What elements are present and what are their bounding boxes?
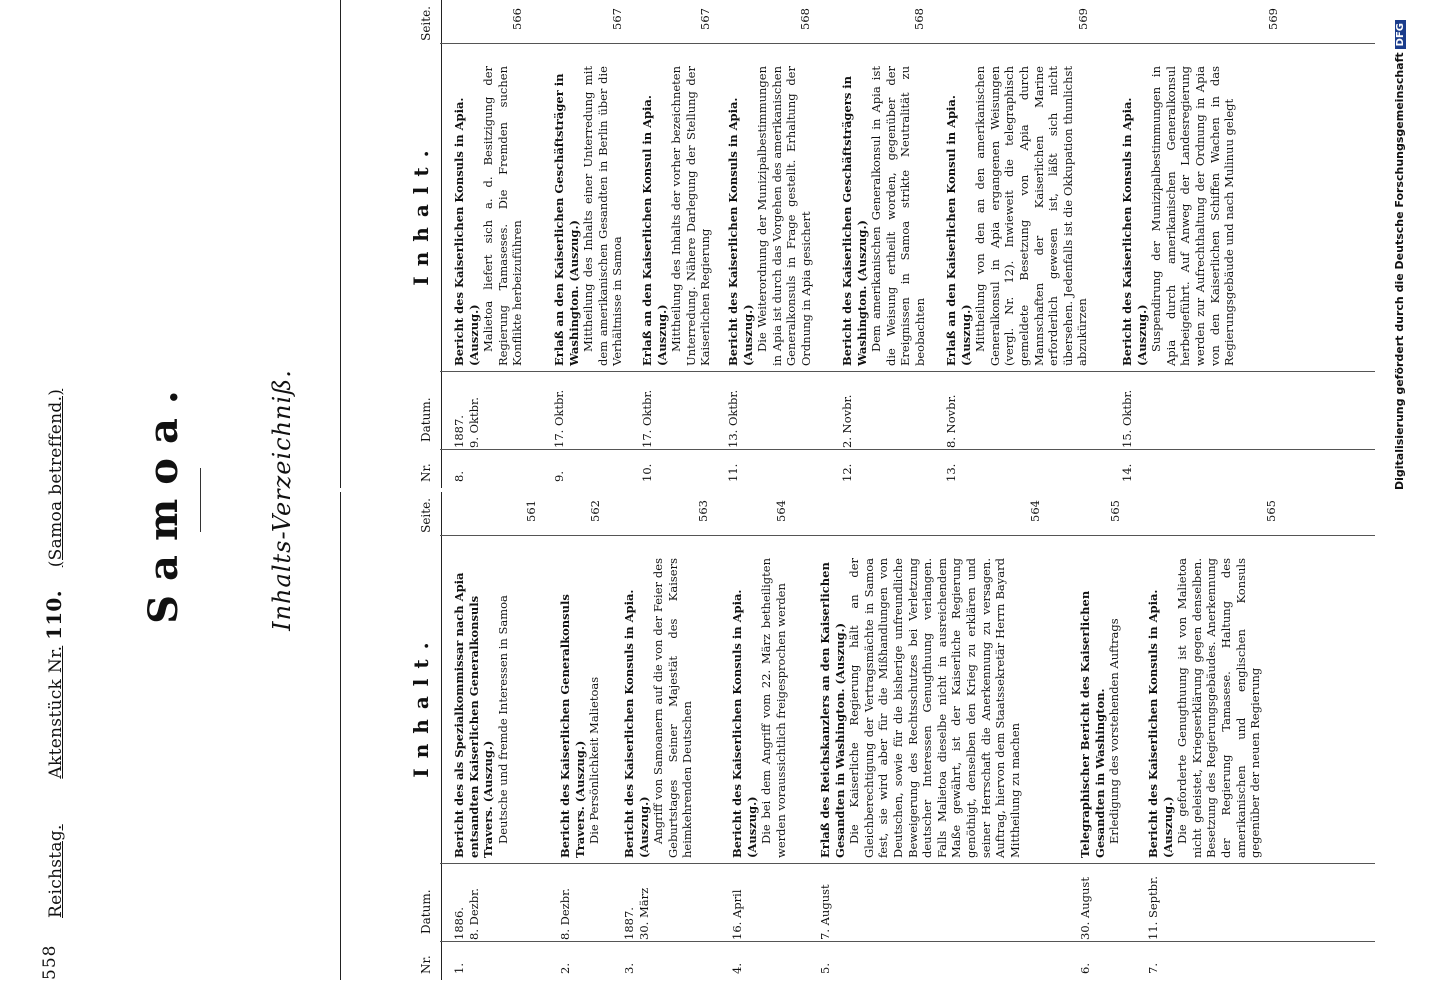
toc-column-right bbox=[340, 0, 1375, 488]
entry-page: 564 bbox=[774, 500, 788, 522]
entry-heading: Bericht des Kaiserlichen Geschäftsträgers in Washington. (Auszug.) bbox=[840, 75, 869, 366]
column-header-inhalt: Inhalt. bbox=[409, 140, 433, 286]
entry-page: 569 bbox=[1266, 8, 1280, 30]
credit-text: Digitalisierung gefördert durch die Deutsche Forschungsgemeinschaft bbox=[1393, 52, 1406, 491]
entry-heading: Bericht des als Spezialkommissar nach Apia entsandten Kaiserlichen Generalkonsuls Travers. (Auszug.) bbox=[452, 572, 496, 858]
title-divider bbox=[200, 468, 201, 532]
header-topic: (Samoa betreffend.) bbox=[46, 388, 66, 568]
entry-heading: Erlaß des Reichskanzlers an den Kaiserlichen Gesandten in Washington. (Auszug.) bbox=[818, 562, 847, 858]
entry-heading: Bericht des Kaiserlichen Konsuls in Apia. (Auszug.) bbox=[622, 589, 651, 858]
page-number: 558 bbox=[40, 944, 60, 980]
entry-page: 568 bbox=[798, 8, 812, 30]
entry-datum: 8. Novbr. bbox=[944, 394, 958, 448]
entry-summary: Die Weiterordnung der Munizipalbestimmungen in Apia ist durch das Vorgehen des amerikanischen Generalkonsuls in Frage gestellt. Erhaltung der Ordnung in Apia gesichert bbox=[755, 66, 813, 366]
column-header-datum: Datum. bbox=[419, 397, 433, 442]
entry-datum: 15. Oktbr. bbox=[1120, 389, 1134, 448]
entry-nr: 9. bbox=[552, 471, 566, 482]
column-header-seite: Seite. bbox=[419, 498, 433, 533]
entry-nr: 4. bbox=[730, 963, 744, 974]
column-header bbox=[340, 0, 442, 488]
entry-page: 564 bbox=[1028, 500, 1042, 522]
entry-heading: Erlaß an den Kaiserlichen Geschäftsträger in Washington. (Auszug.) bbox=[552, 73, 581, 366]
entry-summary: Die geforderte Genugthuung ist von Malietoa nicht geleistet, Kriegserklärung gegen denselben. Besetzung des Regierungsgebäudes. Anerkennung der Regierung Tamasese. Haltung des amerikanischen und englischen Konsuls gegenüber der neuen Regierung bbox=[1175, 558, 1263, 858]
entry-nr: 6. bbox=[1078, 963, 1092, 974]
entry-page: 565 bbox=[1108, 500, 1122, 522]
column-header-datum: Datum. bbox=[419, 889, 433, 934]
entry-heading: Bericht des Kaiserlichen Konsuls in Apia. (Auszug.) bbox=[1146, 589, 1175, 858]
entry-datum: 1887. 9. Oktbr. bbox=[452, 397, 481, 448]
entry-nr: 11. bbox=[726, 463, 740, 482]
entry-datum: 1887. 30. März bbox=[622, 887, 651, 940]
entry-summary: Mittheilung von den an den amerikanischen Generalkonsul in Apia ergangenen Weisungen (vergl. Nr. 12). Inwieweit die telegraphisch gemeldete Besetzung von Apia durch Mannschaften der Kaiserlichen Marine erforderlich gewesen ist, läßt sich nicht übersehen. Jedenfalls ist die Okkupation thunlichst abzukürzen bbox=[973, 66, 1090, 366]
entry-summary: Deutsche und fremde Interessen in Samoa bbox=[495, 595, 510, 844]
entry-nr: 12. bbox=[840, 463, 854, 482]
entry-summary: Die Persönlichkeit Malietoas bbox=[587, 676, 602, 844]
entry-heading: Bericht des Kaiserlichen Konsuls in Apia. (Auszug.) bbox=[1120, 97, 1149, 366]
digitization-credit bbox=[1393, 20, 1406, 980]
column-header-nr: Nr. bbox=[419, 463, 433, 482]
entry-datum: 2. Novbr. bbox=[840, 394, 854, 448]
entry-datum: 17. Oktbr. bbox=[640, 389, 654, 448]
header-aktenstueck: Aktenstück Nr. bbox=[46, 645, 66, 779]
entry-nr: 10. bbox=[640, 463, 654, 482]
header-number: 110. bbox=[42, 590, 66, 640]
entry-page: 569 bbox=[1076, 8, 1090, 30]
entry-datum: 11. Septbr. bbox=[1146, 876, 1160, 940]
entry-summary: Mittheilung des Inhalts der vorher bezeichneten Unterredung. Nähere Darlegung der Stellung der Kaiserlichen Regierung bbox=[669, 66, 713, 366]
entry-datum: 7. August bbox=[818, 884, 832, 940]
entry-summary: Angriff von Samoanern auf die von der Feier des Geburtstages Seiner Majestät des Kaisers heimkehrenden Deutschen bbox=[651, 558, 695, 858]
entry-heading: Telegraphischer Bericht des Kaiserlichen Gesandten in Washington. bbox=[1078, 590, 1107, 858]
entry-page: 562 bbox=[588, 500, 602, 522]
entry-nr: 7. bbox=[1146, 963, 1160, 974]
document-subtitle: Inhalts-Verzeichniß. bbox=[268, 369, 296, 631]
entry-page: 561 bbox=[524, 500, 538, 522]
entry-datum: 13. Oktbr. bbox=[726, 389, 740, 448]
entry-nr: 13. bbox=[944, 463, 958, 482]
entry-summary: Die bei dem Angriff vom 22. März betheiligten werden voraussichtlich freigesprochen werden bbox=[759, 558, 788, 858]
entry-datum: 1886. 8. Dezbr. bbox=[452, 888, 481, 940]
entry-datum: 8. Dezbr. bbox=[558, 888, 572, 940]
entry-nr: 2. bbox=[558, 963, 572, 974]
entry-summary: Mittheilung des Inhalts einer Unterredung mit dem amerikanischen Gesandten in Berlin über die Verhältnisse in Samoa bbox=[581, 66, 625, 366]
column-header-nr: Nr. bbox=[419, 955, 433, 974]
entry-nr: 3. bbox=[622, 963, 636, 974]
document-header bbox=[42, 389, 66, 918]
entry-datum: 17. Oktbr. bbox=[552, 389, 566, 448]
entry-page: 568 bbox=[912, 8, 926, 30]
entry-heading: Erlaß an den Kaiserlichen Konsul in Apia. (Auszug.) bbox=[944, 95, 973, 366]
entry-heading: Bericht des Kaiserlichen Konsuls in Apia. (Auszug.) bbox=[726, 97, 755, 366]
document-title: Samoa. bbox=[140, 376, 187, 624]
entry-page: 567 bbox=[610, 8, 624, 30]
entry-summary: Malietoa liefert sich a. d. Besitzigung der Regierung Tamaseses. Die Fremden suchen Konflikte herbeizuführen bbox=[481, 66, 525, 366]
entry-nr: 8. bbox=[452, 471, 466, 482]
entry-summary: Die Kaiserliche Regierung hält an der Gleichberechtigung der Vertragsmächte in Samoa fest, sie wird aber für die Mißhandlungen von Deutschen, sowie für die bisherige unfreundliche Beweigerung des Rechtsschutzes bei Verletzung deutscher Interessen Genugthuung verlangen. Falls Malietoa dieselbe nicht in ausreichendem Maße gewährt, ist der Kaiserliche Regierung genöthigt, denselben den Krieg zu erklären und seiner Herrschaft die Anerkennung zu versagen. Auftrag, hiervon dem Staatssekretär Herrn Bayard Mittheilung zu machen bbox=[847, 558, 1022, 858]
entry-page: 567 bbox=[698, 8, 712, 30]
entry-nr: 5. bbox=[818, 963, 832, 974]
entry-datum: 16. April bbox=[730, 889, 744, 940]
header-prefix: Reichstag. bbox=[46, 824, 66, 918]
column-header-inhalt: Inhalt. bbox=[409, 632, 433, 778]
column-divider bbox=[440, 941, 1375, 942]
column-divider bbox=[440, 371, 1375, 372]
entry-page: 563 bbox=[696, 500, 710, 522]
entry-heading: Bericht des Kaiserlichen Konsuls in Apia. (Auszug.) bbox=[730, 589, 759, 858]
entry-summary: Suspendirung der Munizipalbestimmungen in Apia durch amerikanischen Generalkonsul herbeigeführt. Auf Anweg der Landesregierung werden zur Aufrechthaltung der Ordnung in Apia von den Kaiserlichen Schiffen Wachen in das Regierungsgebäude und nach Mulinuu gelegt bbox=[1149, 66, 1237, 366]
entry-heading: Bericht des Kaiserlichen Konsuls in Apia. (Auszug.) bbox=[452, 97, 481, 366]
entry-page: 566 bbox=[510, 8, 524, 30]
column-header-seite: Seite. bbox=[419, 6, 433, 41]
column-divider bbox=[440, 535, 1375, 536]
entry-summary: Dem amerikanischen Generalkonsul in Apia ist die Weisung ertheilt worden, gegenüber der Ereignissen in Samoa strikte Neutralität zu beobachten bbox=[869, 66, 927, 366]
entry-datum: 30. August bbox=[1078, 877, 1092, 940]
entry-summary: Erledigung des vorstehenden Auftrags bbox=[1107, 618, 1122, 844]
column-header bbox=[340, 492, 442, 980]
entry-heading: Bericht des Kaiserlichen Generalkonsuls Travers. (Auszug.) bbox=[558, 594, 587, 858]
column-divider bbox=[440, 449, 1375, 450]
toc-column-left bbox=[340, 492, 1375, 980]
dfg-logo: DFG bbox=[1395, 20, 1406, 49]
entry-page: 565 bbox=[1264, 500, 1278, 522]
entry-nr: 1. bbox=[452, 963, 466, 974]
column-divider bbox=[440, 43, 1375, 44]
entry-heading: Erlaß an den Kaiserlichen Konsul in Apia. (Auszug.) bbox=[640, 95, 669, 366]
entry-nr: 14. bbox=[1120, 463, 1134, 482]
column-divider bbox=[440, 863, 1375, 864]
